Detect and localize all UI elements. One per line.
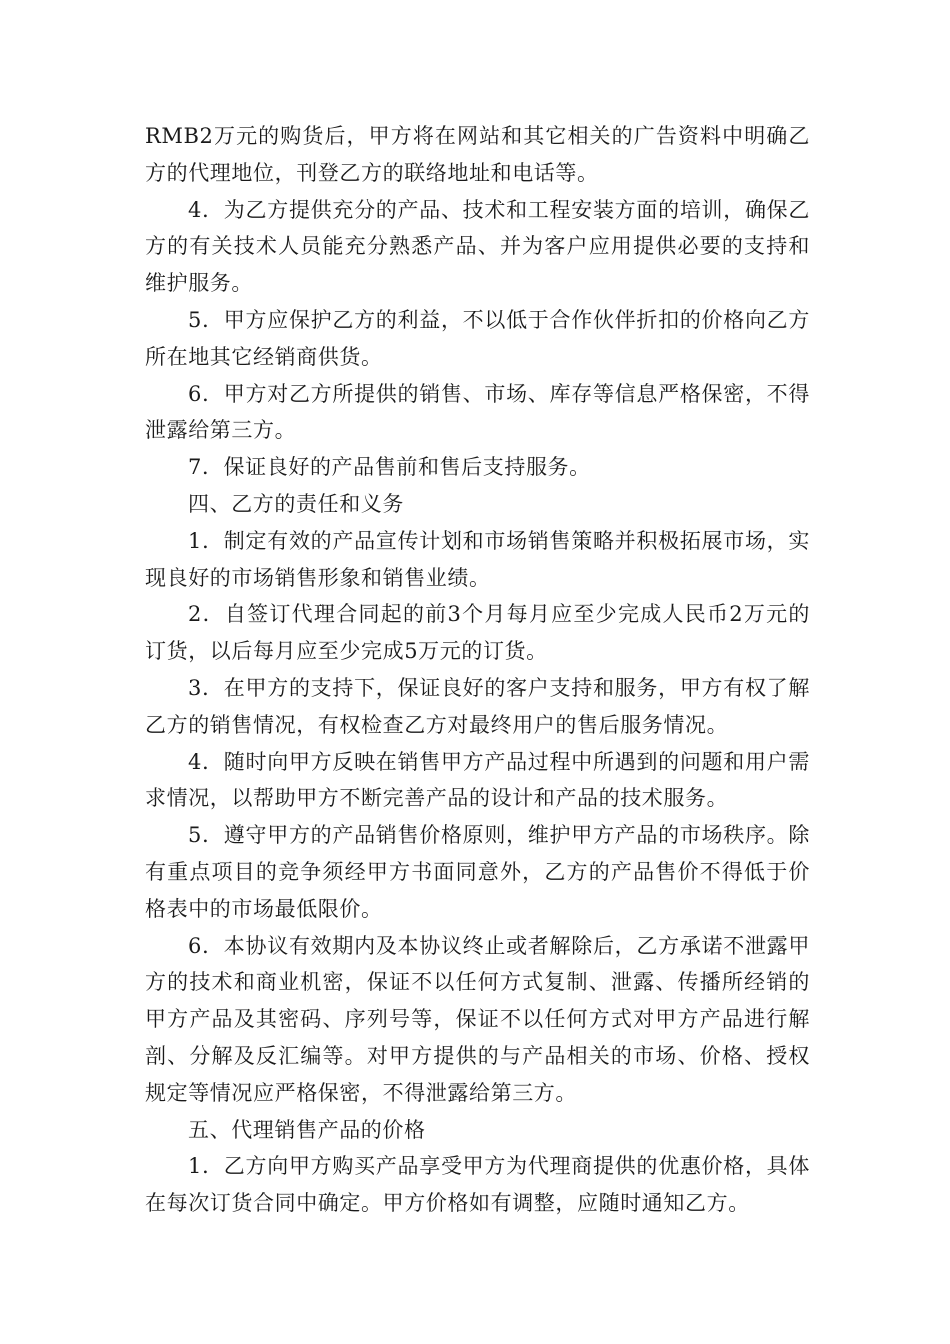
paragraph-duty-5: 5．遵守甲方的产品销售价格原则，维护甲方产品的市场秩序。除有重点项目的竞争须经甲方书面同意外，乙方的产品售价不得低于价格表中的市场最低限价。 (145, 823, 810, 921)
section-heading-4: 四、乙方的责任和义务 (188, 491, 404, 516)
paragraph-obligation-6: 6．甲方对乙方所提供的销售、市场、库存等信息严格保密，不得泄露给第三方。 (145, 381, 810, 443)
paragraph-duty-4: 4．随时向甲方反映在销售甲方产品过程中所遇到的问题和用户需求情况，以帮助甲方不断完善产品的设计和产品的技术服务。 (145, 749, 810, 811)
paragraph-obligation-4: 4．为乙方提供充分的产品、技术和工程安装方面的培训，确保乙方的有关技术人员能充分熟悉产品、并为客户应用提供必要的支持和维护服务。 (145, 197, 810, 296)
paragraph-obligation-5: 5．甲方应保护乙方的利益，不以低于合作伙伴折扣的价格向乙方所在地其它经销商供货。 (145, 307, 810, 369)
paragraph-duty-6: 6．本协议有效期内及本协议终止或者解除后，乙方承诺不泄露甲方的技术和商业机密，保证不以任何方式复制、泄露、传播所经销的甲方产品及其密码、序列号等，保证不以任何方式对甲方产品进行解剖、分解及反汇编等。对甲方提供的与产品相关的市场、价格、授权规定等情况应严格保密，不得泄露给第三方。 (145, 933, 810, 1105)
section-heading-5: 五、代理销售产品的价格 (188, 1117, 426, 1142)
paragraph-duty-1: 1．制定有效的产品宣传计划和市场销售策略并积极拓展市场，实现良好的市场销售形象和销售业绩。 (145, 528, 810, 590)
paragraph-price-1: 1．乙方向甲方购买产品享受甲方为代理商提供的优惠价格，具体在每次订货合同中确定。甲方价格如有调整，应随时通知乙方。 (145, 1154, 810, 1216)
document-body (145, 118, 810, 1222)
paragraph-obligation-7: 7．保证良好的产品售前和售后支持服务。 (188, 455, 591, 480)
paragraph-duty-2: 2．自签订代理合同起的前3个月每月应至少完成人民币2万元的订货，以后每月应至少完成5万元的订货。 (145, 602, 810, 664)
paragraph-continuation: RMB2万元的购货后，甲方将在网站和其它相关的广告资料中明确乙方的代理地位，刊登乙方的联络地址和电话等。 (145, 124, 810, 185)
paragraph-duty-3: 3．在甲方的支持下，保证良好的客户支持和服务，甲方有权了解乙方的销售情况，有权检查乙方对最终用户的售后服务情况。 (145, 675, 810, 737)
